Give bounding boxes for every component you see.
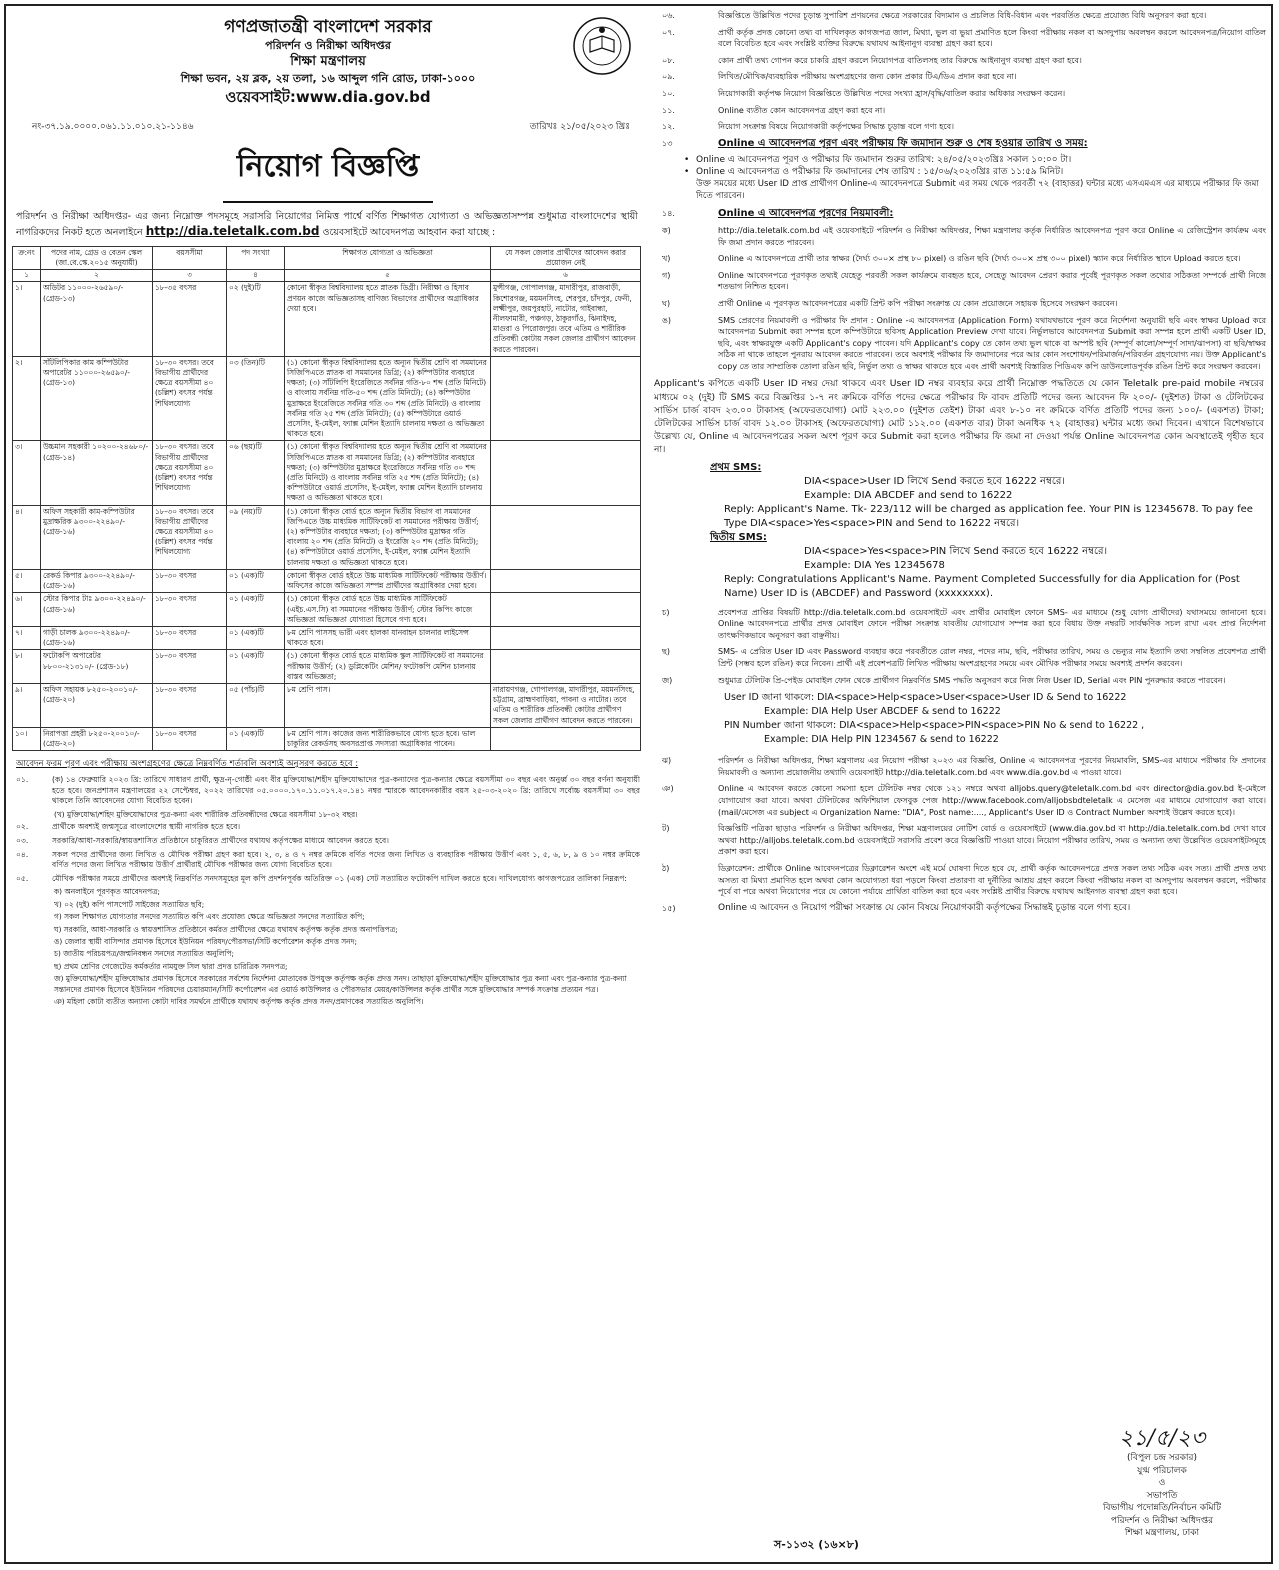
letterhead bbox=[12, 16, 644, 107]
admit-card-rules-list bbox=[654, 607, 1266, 687]
row-post: গাড়ী চালক ৯৩০০-২২৪৯০/- (গ্রেড-১৬) bbox=[41, 626, 153, 649]
row-districts: মুন্সীগঞ্জ, গোপালগঞ্জ, মাদারীপুর, রাজবাড়ী, কিশোরগঞ্জ, ময়মনসিংহ, শেরপুর, চাঁদপুর, ফেনী, লক্ষ্মীপুর, জয়পুরহাট, নাটোর, গাইবান্ধা, নীলফামারী, পঞ্চগড়, ঠাকুরগাঁও, ঝিনাইদহ, মাগুরা ও পিরোজপুর। তবে এতিম ও শারীরিক প্রতিবন্ধী কোটায় সকল জেলার প্রার্থীগণ আবেদন করতে পারবেন। bbox=[491, 282, 641, 356]
condition-text: প্রার্থীকে অবশ্যই জন্মসূত্রে বাংলাদেশের স্থায়ী নাগরিক হতে হবে। bbox=[52, 822, 241, 832]
recover-user-id-example: Example: DIA Help User ABCDEF & send to 16222 bbox=[764, 706, 1001, 718]
left-column bbox=[12, 10, 644, 1560]
rule-text: Online এ আবেদন করতে কোনো সমস্যা হলে টেলিটক নম্বর থেকে ১২১ নম্বরে অথবা alljobs.query@teletalk.com.bd এবং director@dia.gov.bd ই-মেইলে যোগাযোগ করা যাবে। অথবা টেলিটকের অফিশিয়াল ফেসবুক পেজ http://www.facebook.com/alljobsbdteletalk এ মেসেজ এর মাধ্যমে যোগাযোগ করা যাবে। (mail/মেসেজ এর subject এ Organization Name: "DIA", Post name:...., Applicant's User ID ও Contract Number অবশ্যই উল্লেখ করতে হবে)। bbox=[718, 784, 1266, 817]
rule-text: ডিক্লারেশন: প্রার্থীকে Online আবেদনপত্রের ডিক্লারেশন অংশে এই মর্মে ঘোষণা দিতে হবে যে, প্রার্থী কর্তৃক আবেদনপত্রে প্রদত্ত সকল তথ্য সঠিক এবং সত্য। প্রার্থী প্রদত্ত তথ্য অসত্য বা মিথ্যা প্রমাণিত হলে অথবা কোন অযোগ্যতা ধরা পড়লে কিংবা প্রতারণা বা দুর্নীতির আশ্রয় গ্রহণ করলে কিংবা পরীক্ষায় নকল বা অসদুপায় অবলম্বন করলে, পরীক্ষার পূর্বে বা পরে অথবা নিয়োগের পরে যে কোনো পর্যায়ে প্রার্থিতা বাতিল করা হবে এবং সংশ্লিষ্ট প্রার্থীর বিরুদ্ধে যথাযথ আইনগত ব্যবস্থা গ্রহণ করা হবে। bbox=[718, 864, 1266, 897]
col-header-age: বয়সসীমা bbox=[153, 247, 227, 270]
row-districts bbox=[491, 593, 641, 627]
condition-item bbox=[16, 874, 640, 885]
row-post: অফিস সহকারী কাম-কম্পিউটার মুদ্রাক্ষরিক ৯৩০০-২২৪৯০/- (গ্রেড-১৬) bbox=[41, 505, 153, 569]
sms1-format: DIA<space>User ID লিখে Send করতে হবে 16222 নম্বরে। bbox=[804, 475, 1065, 487]
vacancy-table-body bbox=[13, 282, 641, 751]
row-qualification: (১) কোনো স্বীকৃত বিশ্ববিদ্যালয় হতে অন্যূন দ্বিতীয় শ্রেণি বা সমমানের সিজিপিএতে স্নাতক বা সমমানের ডিগ্রি; (২) কম্পিউটার ব্যবহারে দক্ষতা; (৩) কম্পিউটার মুদ্রাক্ষরে ইংরেজিতে সর্বনিম্ন গতি ৩০ শব্দ (প্রতি মিনিটে) ও বাংলায় সর্বনিম্ন গতি ২৫ শব্দ (প্রতি মিনিটে); (৪) কম্পিউটারে ওয়ার্ড প্রসেসিং, ই-মেইল, ফ্যাক্স মেশিন ইত্যাদি চালনায় দক্ষতা ও অভিজ্ঞতা থাকতে হবে। bbox=[285, 441, 491, 505]
table-row bbox=[13, 356, 641, 441]
row-post: উচ্চমান সহকারী ১০২০০-২৪৬৮০/- (গ্রেড-১৪) bbox=[41, 441, 153, 505]
condition-number: ০১. bbox=[16, 775, 29, 785]
rule-text: Online ব্যতীত কোন আবেদনপত্র গ্রহণ করা হবে না। bbox=[718, 105, 886, 115]
row-serial: ৩। bbox=[13, 441, 41, 505]
rule-number: ০৬. bbox=[662, 11, 675, 20]
row-post: অডিটর ১১০০০-২৬৫৯০/- (গ্রেড-১৩) bbox=[41, 282, 153, 356]
row-count: ০৫ (পাঁচ)টি bbox=[227, 683, 285, 727]
col-header-count: পদ সংখ্যা bbox=[227, 247, 285, 270]
table-row bbox=[13, 441, 641, 505]
condition-sub-item: ঘ) সরকারি, আধা-সরকারি ও স্বায়ত্তশাসিত প্রতিষ্ঠানে কর্মরত প্রার্থীদের ক্ষেত্রে যথাযথ কর্তৃপক্ষ কর্তৃক প্রদত্ত অনাপত্তিপত্র; bbox=[54, 924, 398, 934]
intro-text-tail: ওয়েবসাইটে আবেদনপত্র আহবান করা যাচ্ছে : bbox=[322, 227, 496, 238]
dept-name: পরিদর্শন ও নিরীক্ষা অধিদপ্তর bbox=[265, 39, 391, 52]
bullet-end-date bbox=[684, 166, 1266, 178]
condition-number: ০৫. bbox=[16, 873, 29, 883]
rule-item bbox=[654, 71, 1266, 83]
rule-text: SMS- এ প্রেরিত User ID এবং Password ব্যবহার করে পরবর্তীতে রোল নম্বর, পদের নাম, ছবি, পরীক্ষার তারিখ, সময় ও ভেন্যুর নাম ইত্যাদি তথ্য সম্বলিত প্রবেশপত্র প্রার্থী প্রিন্ট (সম্ভব হলে রঙিন) করে নিবেন। প্রার্থী এই প্রবেশপত্রটি লিখিত পরীক্ষায় অংশগ্রহণের সময়ে এবং মৌখিক পরীক্ষার সময়ে অবশ্যই প্রদর্শন করবেন। bbox=[718, 647, 1266, 669]
ministry-name: শিক্ষা মন্ত্রণালয় bbox=[290, 54, 366, 69]
recover-user-id: User ID জানা থাকলে: DIA<space>Help<space>User<space>User ID & Send to 16222 bbox=[724, 692, 1127, 704]
item-15-text: Online এ আবেদন ও নিয়োগ পরীক্ষা সংক্রান্ত যে কোন বিষয়ে নিয়োগকারী কর্তৃপক্ষের সিদ্ধান্তই চূড়ান্ত বলে গণ্য হবে। bbox=[718, 902, 1131, 913]
row-post: স্টোর কিপার টাঃ ৯৩০০-২২৪৯০/- (গ্রেড-১৬) bbox=[41, 593, 153, 627]
item-14-heading bbox=[718, 208, 1266, 220]
bullet-end-text: Online এ আবেদনপত্র ও পরীক্ষার ফি জমাদানের শেষ তারিখ : ১৫/০৬/২০২৩খ্রিঃ রাত ১১:৫৯ মিনিট। bbox=[696, 167, 1064, 178]
row-qualification: কোনো স্বীকৃত বিশ্ববিদ্যালয় হতে স্নাতক ডিগ্রী। নিরীক্ষা ও হিসাব প্রণয়ন কাজে অভিজ্ঞতাসহ বাণিজ্য বিভাগের প্রার্থীদের অগ্রাধিকার দেয়া হবে। bbox=[285, 282, 491, 356]
reference-line bbox=[12, 119, 644, 134]
row-count: ০১ (এক)টি bbox=[227, 650, 285, 684]
rule-number: জ) bbox=[662, 675, 673, 685]
table-row bbox=[13, 650, 641, 684]
notice-date: তারিখঃ ২১/০৫/২০২৩ খ্রিঃ bbox=[529, 122, 630, 132]
item-14-heading-text: Online এ আবেদনপত্র পূরণের নিয়মাবলী: bbox=[718, 208, 894, 220]
condition-sub-item: ক) অনলাইনে পূরণকৃত আবেদনপত্র; bbox=[54, 887, 160, 897]
col-header-districts: যে সকল জেলার প্রার্থীদের আবেদন করার প্রয়োজন নেই bbox=[491, 247, 641, 270]
row-districts bbox=[491, 569, 641, 592]
row-qualification: (১) কোনো স্বীকৃত বোর্ড হতে মাধ্যমিক স্কুল সার্টিফিকেট বা সমমানের পরীক্ষায় উত্তীর্ণ; (২) ডুপ্লিকেটিং মেশিন/ ফটোকপি মেশিন চালনায় বাস্তব অভিজ্ঞতা; bbox=[285, 650, 491, 684]
bullet-start-text: Online এ আবেদনপত্র পূরণ ও পরীক্ষার ফি জমাদান শুরুর তারিখ: ২৪/০৫/২০২৩খ্রিঃ সকাল ১০:০০ টা। bbox=[696, 155, 1072, 166]
rule-number: ট) bbox=[662, 824, 670, 834]
fee-deadline-note: উক্ত সময়ের মধ্যে User ID প্রাপ্ত প্রার্থীগণ Online-এ আবেদনপত্রে Submit এর সময় থেকে পরবর্তী ৭২ (বাহাত্তর) ঘন্টার মধ্যে এসএমএস এর মাধ্যমে পরীক্ষার ফি জমা দিতে পারবেন। bbox=[696, 179, 1259, 202]
condition-number: ০৪. bbox=[16, 849, 29, 859]
bullet-dot-icon: • bbox=[684, 155, 690, 166]
rule-number: ক) bbox=[662, 225, 671, 235]
signatory-name: (বিপুল চন্দ্র সরকার) bbox=[1126, 1453, 1198, 1463]
reference-number: নং-৩৭.১৯.০০০০.০৬১.১১.০১০.২১-১১৪৬ bbox=[32, 122, 194, 132]
conditions-list bbox=[12, 775, 644, 1007]
contact-rules-list bbox=[654, 755, 1266, 898]
table-row bbox=[13, 505, 641, 569]
row-serial: ২। bbox=[13, 356, 41, 441]
rule-item bbox=[654, 646, 1266, 669]
rule-item bbox=[654, 607, 1266, 642]
bullet-start-date bbox=[684, 154, 1266, 166]
conditions-heading: আবেদন ফরম পূরণ এবং পরীক্ষায় অংশগ্রহণের ক্ষেত্রে নিম্নবর্ণিত শর্তাবলি অবশ্যই অনুসরণ করতে হবে : bbox=[16, 759, 359, 770]
signature-mark: ২১/৫/২৩ bbox=[1118, 1426, 1206, 1451]
footer-code: স-১১৩২ (১৬×৮) bbox=[774, 1538, 859, 1551]
row-count: ০১ (এক)টি bbox=[227, 727, 285, 750]
row-serial: ৯। bbox=[13, 683, 41, 727]
condition-sub-item: জ) মুক্তিযোদ্ধা/শহীদ মুক্তিযোদ্ধার প্রমাণক হিসেবে সরকারের সর্বশেষ নির্দেশনা মোতাবেক উপযুক্ত কর্তৃপক্ষ কর্তৃক প্রদত্ত সনদ। তাছাড়া মুক্তিযোদ্ধা/শহীদ মুক্তিযোদ্ধার পুত্র কন্যা এবং পুত্র-কন্যার পুত্র-কন্যা সন্তানদের প্রমাণক হিসেবে ইউনিয়ন পরিষদের চেয়ারম্যান/সিটি কর্পোরেশন এর ওয়ার্ড কাউন্সিলর ও পৌরসভার মেয়র/কাউন্সিলর কর্তৃক প্রার্থীর সঙ্গে মুক্তিযোদ্ধার সম্পর্ক সংক্রান্ত প্রত্যয়ন পত্র। bbox=[54, 974, 627, 994]
rule-text: নিয়োগকারী কর্তৃপক্ষ নিয়োগ বিজ্ঞপ্তিতে উল্লিখিত পদের সংখ্যা হ্রাস/বৃদ্ধি/বাতিল করার অধিকার সংরক্ষণ করেন। bbox=[718, 88, 1066, 98]
item-number: ১৪. bbox=[662, 209, 675, 219]
rule-text: বিজ্ঞপ্তিতে উল্লিখিত পদের চূড়ান্ত সুপারিশ প্রণয়নের ক্ষেত্রে সরকারের বিদ্যমান ও প্রচলিত বিধি-বিধান এবং পরবর্তিত ক্ষেত্রে প্রযোজ্য বিধি অনুসরণ করা হবে। bbox=[718, 11, 1207, 20]
rules-list-top bbox=[654, 10, 1266, 133]
rule-number: ঞ) bbox=[662, 784, 674, 794]
teletalk-link[interactable]: http://dia.teletalk.com.bd bbox=[145, 224, 320, 238]
signatory-role: যুগ্ম পরিচালক bbox=[1137, 1465, 1187, 1476]
condition-item bbox=[16, 822, 640, 833]
table-row bbox=[13, 569, 641, 592]
rule-text: SMS প্রেরণের নিয়মাবলী ও পরীক্ষার ফি প্রদান : Online -এ আবেদনপত্র (Application Form) যথাযথভাবে পূরণ করে নির্দেশনা অনুযায়ী ছবি এবং স্বাক্ষর Upload করে আবেদনপত্র Submit করা সম্পন্ন হলে কম্পিউটারে ছবিসহ Application Preview দেখা যাবে। নির্ভুলভাবে আবেদনপত্র Submit করা সম্পন্ন হলে প্রার্থী একটি User ID, ছবি, এবং স্বাক্ষরযুক্ত একটি Applicant's copy পাবেন। যদি Applicant's copy তে কোন তথ্য ভুল থাকে বা অস্পষ্ট ছবি (সম্পূর্ণ কালো/সম্পূর্ণ সাদা/ঝাপসা) বা ছবি/স্বাক্ষর সঠিক না থাকে তাহলে পুনরায় আবেদন করতে পারবেন। তবে অবশ্যই পরীক্ষার ফি জমাদানের পরে আর কোন সংশোধন/পরিমার্জন/পরিবর্তন গ্রহণযোগ্য নয়। উক্ত Applicant's copy তে তার সাম্প্রতিক তোলা রঙিন ছবি, নির্ভুল তথ্য ও স্বাক্ষর থাকতে হবে এবং প্রার্থী অবশ্যই বিস্তারিত পিডিএফ কপি ডাউনলোডপূর্বক রঙিন প্রিন্ট করে সংরক্ষণ করবেন। bbox=[718, 315, 1266, 371]
signatory-role-2: সভাপতি bbox=[1146, 1490, 1178, 1501]
col-number: ৬ bbox=[491, 270, 641, 282]
rule-item bbox=[654, 121, 1266, 133]
table-row bbox=[13, 282, 641, 356]
row-count: ০১ (এক)টি bbox=[227, 569, 285, 592]
website: ওয়েবসাইট:www.dia.gov.bd bbox=[225, 88, 431, 106]
sms2-heading: দ্বিতীয় SMS: bbox=[710, 531, 767, 543]
rule-text: প্রার্থী কর্তৃক প্রদত্ত কোনো তথ্য বা দাখিলকৃত কাগজপত্র জাল, মিথ্যা, ভুল বা ভুয়া প্রমাণিত হলে কিংবা পরীক্ষায় নকল বা অসদুপায় অবলম্বন করলে আবেদনপত্র/নিয়োগ বাতিল বলে বিবেচিত হবে এবং সংশ্লিষ্ট ব্যক্তির বিরুদ্ধে যথাযথ আইনানুগ ব্যবস্থা গ্রহণ করা হবে। bbox=[718, 27, 1266, 49]
row-serial: ৫। bbox=[13, 569, 41, 592]
rule-item bbox=[654, 88, 1266, 100]
col-number: ২ bbox=[41, 270, 153, 282]
item-13 bbox=[654, 138, 1266, 150]
sms2-example: Example: DIA Yes 12345678 bbox=[804, 559, 945, 571]
item-13-heading-text: Online এ আবেদনপত্র পূরণ এবং পরীক্ষায় ফি জমাদান শুরু ও শেষ হওয়ার তারিখ ও সময়: bbox=[718, 137, 1088, 149]
row-post: রেকর্ড কিপার ৯৩০০-২২৪৯০/- (গ্রেড-১৬) bbox=[41, 569, 153, 592]
row-age: ১৮-৩০ বৎসর। তবে বিভাগীয় প্রার্থীদের ক্ষেত্রে বয়সসীমা ৪০ (চল্লিশ) বৎসর পর্যন্ত শিথিলযোগ্য bbox=[153, 441, 227, 505]
row-qualification: (১) কোনো স্বীকৃত বোর্ড হতে অন্যূন দ্বিতীয় বিভাগ বা সমমানের জিপিএতে উচ্চ মাধ্যমিক সার্টিফিকেট বা সমমানের পরীক্ষায় উত্তীর্ণ; (২) কম্পিউটার ব্যবহারে দক্ষতা; (৩) কম্পিউটার মুদ্রাক্ষর গতি বাংলায় ২০ শব্দ (প্রতি মিনিটে) ও ইংরেজি ২০ শব্দ (প্রতি মিনিটে); (৪) কম্পিউটারে ওয়ার্ড প্রসেসিং, ই-মেইল, ফ্যাক্স মেশিন ইত্যাদি চালনায় দক্ষতা ও অভিজ্ঞতা থাকতে হবে। bbox=[285, 505, 491, 569]
bullet-dot-icon: • bbox=[684, 167, 690, 178]
rule-text: Online আবেদনপত্রে পূরণকৃত তথ্যই যেহেতু পরবর্তী সকল কার্যক্রমে ব্যবহৃত হবে, সেহেতু আবেদন প্রেরণ করার পূর্বেই পূরণকৃত সকল তথ্যের সঠিকতা সম্পর্কে প্রার্থী নিজে শতভাগ নিশ্চিত হবেন। bbox=[718, 270, 1266, 292]
row-post: সাঁটলিপিকার কাম কম্পিউটার অপারেটর ১১০০০-২৬৫৯০/- (গ্রেড-১৩) bbox=[41, 356, 153, 441]
item-13-heading bbox=[718, 138, 1266, 150]
row-districts bbox=[491, 441, 641, 505]
condition-text: মৌখিক পরীক্ষার সময়ে প্রার্থীদের অবশ্যই নিম্নবর্ণিত সনদসমূহের মূল কপি প্রদর্শনপূর্বক অতিরিক্ত ০১ (এক) সেট সত্যায়িত ফটোকপি দাখিল করতে হবে। দাখিলযোগ্য কাগজপত্রের তালিকা নিম্নরূপ: bbox=[52, 873, 627, 883]
row-post: নিরাপত্তা প্রহরী ৮২৫০-২০০১০/- (গ্রেড-২০) bbox=[41, 727, 153, 750]
rule-item bbox=[654, 863, 1266, 898]
condition-text: সকল পদের প্রার্থীদের জন্য লিখিত ও মৌখিক পরীক্ষা গ্রহণ করা হবে। ২, ৩, ৪ ও ৭ নম্বর ক্রমিকে বর্ণিত পদের জন্য লিখিত ও ব্যবহারিক পরীক্ষায় উত্তীর্ণ এবং ১, ৫, ৬, ৮, ৯ ও ১০ নম্বর ক্রমিকে বর্ণিত পদের জন্য লিখিত পরীক্ষায় উত্তীর্ণ প্রার্থীরাই মৌখিক পরীক্ষার জন্য যোগ্য বিবেচিত হবে। bbox=[52, 849, 640, 870]
row-age: ১৮-৩০ বৎসর bbox=[153, 727, 227, 750]
ministry-logo-icon bbox=[572, 14, 632, 78]
row-age: ১৮-৩০ বৎসর। তবে বিভাগীয় প্রার্থীদের ক্ষেত্রে বয়সসীমা ৪০ (চল্লিশ) বৎসর পর্যন্ত শিথিলযোগ্য bbox=[153, 356, 227, 441]
table-number-row bbox=[13, 270, 641, 282]
row-post: অফিস সহায়ক ৮২৫০-২০০১০/- (গ্রেড-২০) bbox=[41, 683, 153, 727]
rule-item bbox=[654, 755, 1266, 778]
rule-item bbox=[654, 823, 1266, 858]
row-qualification: কোনো স্বীকৃত বোর্ড হইতে উচ্চ মাধ্যমিক সার্টিফিকেট পরীক্ষায় উত্তীর্ণ। অফিসের কাজে অভিজ্ঞতা সম্পন্ন প্রার্থীদের অগ্রাধিকার দেয়া হবে। bbox=[285, 569, 491, 592]
rule-number: ০৭. bbox=[662, 27, 675, 37]
row-districts bbox=[491, 356, 641, 441]
row-count: ০২ (দুই)টি bbox=[227, 282, 285, 356]
intro-paragraph bbox=[16, 209, 638, 240]
title-text: নিয়োগ বিজ্ঞপ্তি bbox=[223, 140, 433, 203]
item-number: ১৩ bbox=[662, 138, 673, 148]
notice-page bbox=[4, 4, 1273, 1564]
signatory-ministry: শিক্ষা মন্ত্রণালয়, ঢাকা bbox=[1124, 1528, 1200, 1538]
table-row bbox=[13, 593, 641, 627]
row-count: ০১ (এক)টি bbox=[227, 593, 285, 627]
rule-text: প্রার্থী Online এ পূরণকৃত আবেদনপত্রের একটি প্রিন্ট কপি পরীক্ষা সংক্রান্ত যে কোন প্রয়োজনে সহায়ক হিসেবে সংরক্ষণ করবেন। bbox=[718, 298, 1118, 308]
row-serial: ১০। bbox=[13, 727, 41, 750]
recover-pin: PIN Number জানা থাকলে: DIA<space>Help<space>PIN<space>PIN No & send to 16222 , bbox=[724, 720, 1145, 732]
col-number: ৪ bbox=[227, 270, 285, 282]
intro-text: পরিদর্শন ও নিরীক্ষা অধিদপ্তর- এর জন্য নিম্নোক্ত পদসমূহে সরাসরি নিয়োগের নিমিত্ত পার্শ্বে বর্ণিত শিক্ষাগত যোগ্যতা ও অভিজ্ঞতাসম্পন্ন শুধুমাত্র বাংলাদেশের স্থায়ী নাগরিকদের নিকট হতে অনলাইনে bbox=[16, 211, 638, 238]
condition-sub-item: ছ) প্রথম শ্রেণির গেজেটেড কর্মকর্তার নামযুক্ত সিল দ্বারা প্রদত্ত চারিত্রিক সনদপত্র; bbox=[54, 961, 288, 971]
applicant-copy-paragraph: Applicant's কপিতে একটি User ID নম্বর দেয়া থাকবে এবং User ID নম্বর ব্যবহার করে প্রার্থী নিম্নোক্ত পদ্ধতিতে যে কোন Teletalk pre-paid mobile নম্বরের মাধ্যমে ০২ (দুই) টি SMS করে বিজ্ঞপ্তির ১-৭ নং ক্রমিকে বর্ণিত পদের ক্ষেত্রে পরীক্ষার ফি বাবদ প্রতিটি পদের জন্য আবেদন ফি ২০০/- (দুইশত) টাকা ও টেলিটকের সার্ভিস চার্জ বাবদ ২৩.০০ টাকাসহ (অফেরতযোগ্য) মোট ২২৩.০০ (দুইশত তেইশ) টাকা এবং ৮-১০ নং ক্রমিকে বর্ণিত প্রতিটি পদের জন্য ১০০/- (একশত) টাকা; টেলিটকের সার্ভিস চার্জ বাবদ ১২.০০ টাকাসহ (অফেরতযোগ্য) মোট ১১২.০০ (একশত বার) টাকা অনধিক ৭২ (বাহাত্তর) ঘন্টার মধ্যে জমা দিবেন। এখানে বিশেষভাবে উল্লেখ্য যে, Online এ আবেদনপত্রের সকল অংশ পূরণ করে Submit করা হলেও পরীক্ষার ফি জমা না দেওয়া পর্যন্ত Online আবেদনপত্র কোন অবস্থাতেই গৃহীত হবে না। bbox=[654, 378, 1264, 456]
col-number: ১ bbox=[13, 270, 41, 282]
vacancy-table bbox=[12, 246, 641, 751]
table-row bbox=[13, 626, 641, 649]
condition-sub-item: খ) ০২ (দুই) কপি পাসপোর্ট সাইজের সত্যায়িত ছবি; bbox=[54, 899, 205, 909]
row-serial: ১। bbox=[13, 282, 41, 356]
row-age: ১৮-৩০ বৎসর bbox=[153, 650, 227, 684]
sms1-reply: Reply: Applicant's Name. Tk- 223/112 will be charged as application fee. Your PIN is 12345678. To pay fee Type DIA<space>Yes<space>PIN and Send to 16222 নম্বরে। bbox=[724, 503, 1253, 529]
col-header-post: পদের নাম, গ্রেড ও বেতন স্কেল (জা.বে.স্কে.২০১৫ অনুযায়ী) bbox=[41, 247, 153, 270]
row-age: ১৮-৩০ বৎসর। তবে বিভাগীয় প্রার্থীদের ক্ষেত্রে বয়সসীমা ৪০ (চল্লিশ) বৎসর পর্যন্ত শিথিলযোগ্য bbox=[153, 505, 227, 569]
sms2-format: DIA<space>Yes<space>PIN লিখে Send করতে হবে 16222 নম্বরে। bbox=[804, 545, 1108, 557]
row-serial: ৬। bbox=[13, 593, 41, 627]
rule-text: Online এ আবেদনপত্রে প্রার্থী তার স্বাক্ষর (দৈর্ঘ্য ৩০০× প্রস্থ ৮০ pixel) ও রঙিন ছবি (দৈর্ঘ্য ৩০০× প্রস্থ ৩০০ pixel) স্ক্যান করে নির্ধারিত স্থানে Upload করতে হবে। bbox=[718, 254, 1241, 264]
row-districts bbox=[491, 650, 641, 684]
row-qualification: ৮ম শ্রেণি পাসসহ ভারী এবং হালকা যানবাহন চালনার লাইসেন্স থাকতে হবে। bbox=[285, 626, 491, 649]
rule-item bbox=[654, 225, 1266, 248]
row-districts bbox=[491, 505, 641, 569]
rule-text: বিজ্ঞপ্তিটি পত্রিকা ছাড়াও পরিদর্শন ও নিরীক্ষা অধিদপ্তর, শিক্ষা মন্ত্রণালয়ের নোটিশ বোর্ড ও ওয়েবসাইটে (www.dia.gov.bd বা http://dia.teletalk.com.bd দেখা যাবে অথবা http://alljobs.teletalk.com.bd ওয়েবসাইটে সরাসরি প্রবেশ করে বিজ্ঞপ্তিটি পাওয়া যাবে। নিয়োগ পরীক্ষার তারিখ, সময় ও অন্যান্য তথ্য উল্লেখিত ওয়েবসাইটসমূহে প্রকাশ করা হবে। bbox=[718, 824, 1266, 857]
condition-item bbox=[16, 836, 640, 847]
rule-item bbox=[654, 270, 1266, 293]
condition-sub-item: ঞ) মহিলা কোটা ব্যতীত অন্যান্য কোটা দাবির সমর্থনে প্রার্থীকে যথাযথ কর্তৃপক্ষ কর্তৃক প্রদত্ত সনদ/প্রমাণকের সত্যায়িত অনুলিপি। bbox=[54, 996, 424, 1006]
condition-text: (ক) ১৪ ফেব্রুয়ারি ২০২৩ খ্রি: তারিখে সাধারণ প্রার্থী, ক্ষুদ্র-নৃ-গোষ্ঠী এবং বীর মুক্তিযোদ্ধা/শহীদ মুক্তিযোদ্ধাদের পুত্র-কন্যাদের পুত্র-কন্যার ক্ষেত্রে বয়সসীমা ৩০ বছর এবং অনুর্ধ্ব ৩০ বছর বর্ণনা অনুযায়ী হতে হবে। জনপ্রশাসন মন্ত্রণালয়ের ২২ সেপ্টেম্বর, ২০২২ তারিখের ০৫.০০০০.১৭০.১১.০১৭.২০.১৪১ নম্বর স্মারকে আবেদনকারীর বয়স ২৫-০৩-২০২০ খ্রি: তারিখে সর্বোচ্চ বয়সসীমা ৩০ বছর থাকলে তিনি আবেদনের যোগ্য বিবেচিত হবেন। bbox=[52, 775, 640, 806]
rule-item bbox=[654, 27, 1266, 50]
right-column bbox=[654, 10, 1266, 1560]
row-count: ০৯ (নয়)টি bbox=[227, 505, 285, 569]
condition-item bbox=[16, 850, 640, 871]
rule-number: ঙ) bbox=[662, 315, 671, 325]
rule-number: ১১. bbox=[662, 105, 675, 115]
rule-item bbox=[654, 105, 1266, 117]
row-qualification: (১) কোনো স্বীকৃত বিশ্ববিদ্যালয় হতে অন্যূন দ্বিতীয় শ্রেণি বা সমমানের সিজিপিএতে স্নাতক বা সমমানের ডিগ্রি; (২) কম্পিউটার ব্যবহারে দক্ষতা; (৩) সাঁটলিপি ইংরেজিতে সর্বনিম্ন গতি-৮০ শব্দ (প্রতি মিনিটে) ও বাংলায় সর্বনিম্ন গতি-৫০ শব্দ (প্রতি মিনিটে); (৪) কম্পিউটার মুদ্রাক্ষরে ইংরেজিতে সর্বনিম্ন গতি ৩০ শব্দ (প্রতি মিনিটে) ও বাংলায় সর্বনিম্ন গতি ২৫ শব্দ (প্রতি মিনিটে); (৫) কম্পিউটারে ওয়ার্ড প্রসেসিং, ই-মেইল, ফ্যাক্স মেশিন ইত্যাদি চালনায় দক্ষতা ও অভিজ্ঞতা থাকতে হবে। bbox=[285, 356, 491, 441]
condition-text: সরকারি/আধা-সরকারি/স্বায়ত্তশাসিত প্রতিষ্ঠানে চাকুরিরত প্রার্থীদের যথাযথ কর্তৃপক্ষের মাধ্যমে আবেদন করতে হবে। bbox=[52, 835, 389, 845]
row-age: ১৮-৩০ বৎসর bbox=[153, 683, 227, 727]
row-age: ১৮-৩০ বৎসর bbox=[153, 593, 227, 627]
col-number: ৩ bbox=[153, 270, 227, 282]
rule-text: পরিদর্শন ও নিরীক্ষা অধিদপ্তর, শিক্ষা মন্ত্রণালয় এর নিয়োগ পরীক্ষা ২০২৩ এর বিজ্ঞপ্তি, Online এ আবেদনপত্র পূরণের নিয়মাবলি, SMS-এর মাধ্যমে পরীক্ষার ফি প্রদানের নিয়মাবলী ও অন্যান্য প্রয়োজনীয় তথ্যাদি ওয়েবসাইট http://dia.teletalk.com.bd এবং www.dia.gov.bd এ পাওয়া যাবে। bbox=[718, 756, 1266, 777]
row-serial: ৮। bbox=[13, 650, 41, 684]
rule-number: ১২. bbox=[662, 122, 675, 132]
rule-item bbox=[654, 298, 1266, 310]
condition-sub-item: (খ) মুক্তিযোদ্ধা/শহিদ মুক্তিযোদ্ধাদের পুত্র-কন্যা এবং শারীরিক প্রতিবন্ধীদের ক্ষেত্রে বয়সসীমা ১৮-৩২ বছর। bbox=[54, 809, 358, 819]
rule-number: ছ) bbox=[662, 647, 670, 657]
col-number: ৫ bbox=[285, 270, 491, 282]
rule-item bbox=[654, 253, 1266, 265]
rule-item bbox=[654, 675, 1266, 687]
signatory-org: পরিদর্শন ও নিরীক্ষা অধিদপ্তর bbox=[1110, 1515, 1214, 1526]
rule-item bbox=[654, 315, 1266, 373]
condition-number: ০৩. bbox=[16, 835, 29, 845]
rule-item bbox=[654, 55, 1266, 67]
rule-text: নিয়োগ সংক্রান্ত বিষয়ে নিয়োগকারী কর্তৃপক্ষের সিদ্ধান্ত চূড়ান্ত বলে গণ্য হবে। bbox=[718, 122, 954, 132]
rule-number: ঝ) bbox=[662, 756, 672, 766]
row-post: ফটোকপি অপারেটর ৮৮০০-২১৩১০/- (গ্রেড-১৮) bbox=[41, 650, 153, 684]
condition-number: ০২. bbox=[16, 822, 29, 832]
item-number: ১৫) bbox=[662, 903, 676, 913]
rule-text: http://dia.teletalk.com.bd এই ওয়েবসাইটে পরিদর্শন ও নিরীক্ষা অধিদপ্তর, শিক্ষা মন্ত্রণালয় কর্তৃক নির্ধারিত আবেদনপত্র পূরণ করে Online এ রেজিস্ট্রেশন কার্যক্রম এবং ফি জমা প্রদান করতে পারবেন। bbox=[718, 225, 1266, 247]
row-age: ১৮-৩০ বৎসর bbox=[153, 569, 227, 592]
rule-text: শুধুমাত্র টেলিটক প্রি-পেইড মোবাইল ফোন থেকে প্রার্থীগণ নিম্নবর্ণিত SMS পদ্ধতি অনুসরণ করে নিজ নিজ User ID, Serial এবং PIN পুনরুদ্ধার করতে পারবেন। bbox=[718, 675, 1226, 685]
signatory-committee: বিভাগীয় পদোন্নতি/নির্বাচন কমিটি bbox=[1102, 1503, 1222, 1513]
row-districts: নারায়ণগঞ্জ, গোপালগঞ্জ, মাদারীপুর, ময়মনসিংহ, চট্টগ্রাম, ব্রাহ্মণবাড়িয়া, পাবনা ও নাটোর। তবে এতিম ও শারীরিক প্রতিবন্ধী কোটার প্রার্থীগণ সকল জেলার প্রার্থীগণ আবেদন করতে পারবেন। bbox=[491, 683, 641, 727]
recover-pin-example: Example: DIA Help PIN 1234567 & send to 16222 bbox=[764, 734, 999, 746]
row-qualification: (১) কোনো স্বীকৃত বোর্ড হতে উচ্চ মাধ্যমিক সার্টিফিকেট (এইচ.এস.সি) বা সমমানের পরীক্ষায় উত্তীর্ণ; স্টোর কিপিং কাজে অভিজ্ঞতা অভিজ্ঞতা যোগ্যতা হিসেবে গণ্য হবে। bbox=[285, 593, 491, 627]
rule-text: লিখিত/মৌখিক/ব্যবহারিক পরীক্ষায় অংশগ্রহণের জন্য কোন প্রকার টিএ/ডিএ প্রদান করা হবে না। bbox=[718, 72, 1017, 82]
signature-block bbox=[1072, 1426, 1252, 1540]
row-serial: ৪। bbox=[13, 505, 41, 569]
notice-title bbox=[12, 140, 644, 203]
row-count: ০৩ (তিন)টি bbox=[227, 356, 285, 441]
rule-number: ০৮. bbox=[662, 55, 675, 65]
sms1-heading: প্রথম SMS: bbox=[710, 461, 762, 473]
rule-number: ১০. bbox=[662, 88, 675, 98]
row-age: ১৮-৩০ বৎসর bbox=[153, 626, 227, 649]
table-header-row bbox=[13, 247, 641, 270]
item-15 bbox=[654, 903, 1266, 915]
rule-number: খ) bbox=[662, 254, 671, 264]
condition-sub-item: চ) জাতীয় পরিচয়পত্র/জন্মনিবন্ধন সনদের সত্যায়িত অনুলিপি; bbox=[54, 949, 234, 959]
row-districts bbox=[491, 626, 641, 649]
rule-item bbox=[654, 10, 1266, 22]
row-serial: ৭। bbox=[13, 626, 41, 649]
online-rules-list bbox=[654, 225, 1266, 373]
rule-text: কোন প্রার্থী তথ্য গোপন করে চাকরি গ্রহণ করলে নিয়োগপত্র বাতিলসহ তার বিরুদ্ধে আইনানুগ ব্যবস্থা গ্রহণ করা হবে। bbox=[718, 55, 1082, 65]
rule-number: ০৯. bbox=[662, 72, 675, 82]
rule-number: ঠ) bbox=[662, 864, 670, 873]
rule-text: প্রবেশপত্র প্রাপ্তির বিষয়টি http://dia.teletalk.com.bd ওয়েবসাইটে এবং প্রার্থীর মোবাইল ফোনে SMS- এর মাধ্যমে (শুধু যোগ্য প্রার্থীদের) যথাসময়ে জানানো হবে। Online আবেদনপত্রে প্রার্থীর প্রদত্ত মোবাইল ফোনে পরীক্ষা সংক্রান্ত যাবতীয় যোগাযোগ সম্পন্ন করা হবে বিধায় উক্ত নম্বরটি সার্বক্ষণিক সচল রাখা এবং প্রাপ্ত নির্দেশনা তাৎক্ষণিকভাবে অনুসরণ করা বাঞ্ছনীয়। bbox=[718, 607, 1266, 640]
row-qualification: ৮ম শ্রেণি পাস। bbox=[285, 683, 491, 727]
table-row bbox=[13, 683, 641, 727]
row-count: ০১ (এক)টি bbox=[227, 626, 285, 649]
signatory-and: ও bbox=[1158, 1478, 1166, 1488]
rule-number: চ) bbox=[662, 607, 670, 617]
sms2-reply: Reply: Congratulations Applicant's Name. Payment Completed Successfully for dia Application for (Post Name) User ID is (ABCDEF) and Password (xxxxxxxx). bbox=[724, 573, 1240, 599]
condition-sub-item: গ) সকল শিক্ষাগত যোগ্যতার সনদের সত্যায়িত কপি এবং প্রযোজ্য ক্ষেত্রে অভিজ্ঞতা সনদের সত্যায়িত কপি; bbox=[54, 912, 365, 922]
row-count: ০৬ (ছয়)টি bbox=[227, 441, 285, 505]
condition-sub-item: ঙ) জেলার স্থায়ী বাসিন্দার প্রমাণক হিসেবে ইউনিয়ন পরিষদ/পৌরসভা/সিটি কর্পোরেশন কর্তৃক প্রদত্ত সনদ; bbox=[54, 936, 357, 946]
condition-item bbox=[16, 775, 640, 807]
rule-number: ঘ) bbox=[662, 298, 671, 308]
gov-title: গণপ্রজাতন্ত্রী বাংলাদেশ সরকার bbox=[224, 17, 432, 37]
table-row bbox=[13, 727, 641, 750]
rule-item bbox=[654, 783, 1266, 818]
col-header-qualification: শিক্ষাগত যোগ্যতা ও অভিজ্ঞতা bbox=[285, 247, 491, 270]
row-age: ১৮-৩৫ বৎসর bbox=[153, 282, 227, 356]
sms1-example: Example: DIA ABCDEF and send to 16222 bbox=[804, 489, 1013, 501]
row-districts bbox=[491, 727, 641, 750]
address: শিক্ষা ভবন, ২য় ব্লক, ২য় তলা, ১৬ আব্দুল গনি রোড, ঢাকা-১০০০ bbox=[180, 72, 476, 85]
item-14 bbox=[654, 208, 1266, 220]
col-header-serial: ক্র:নং bbox=[13, 247, 41, 270]
rule-number: গ) bbox=[662, 270, 671, 280]
row-qualification: ৮ম শ্রেণি পাস। কাজের জন্য শারীরিকভাবে যোগ্য হতে হবে। ভাল চাকুরির রেকর্ডসহ অবসরপ্রাপ্ত সদস্যরা অগ্রাধিকার পাবেন। bbox=[285, 727, 491, 750]
